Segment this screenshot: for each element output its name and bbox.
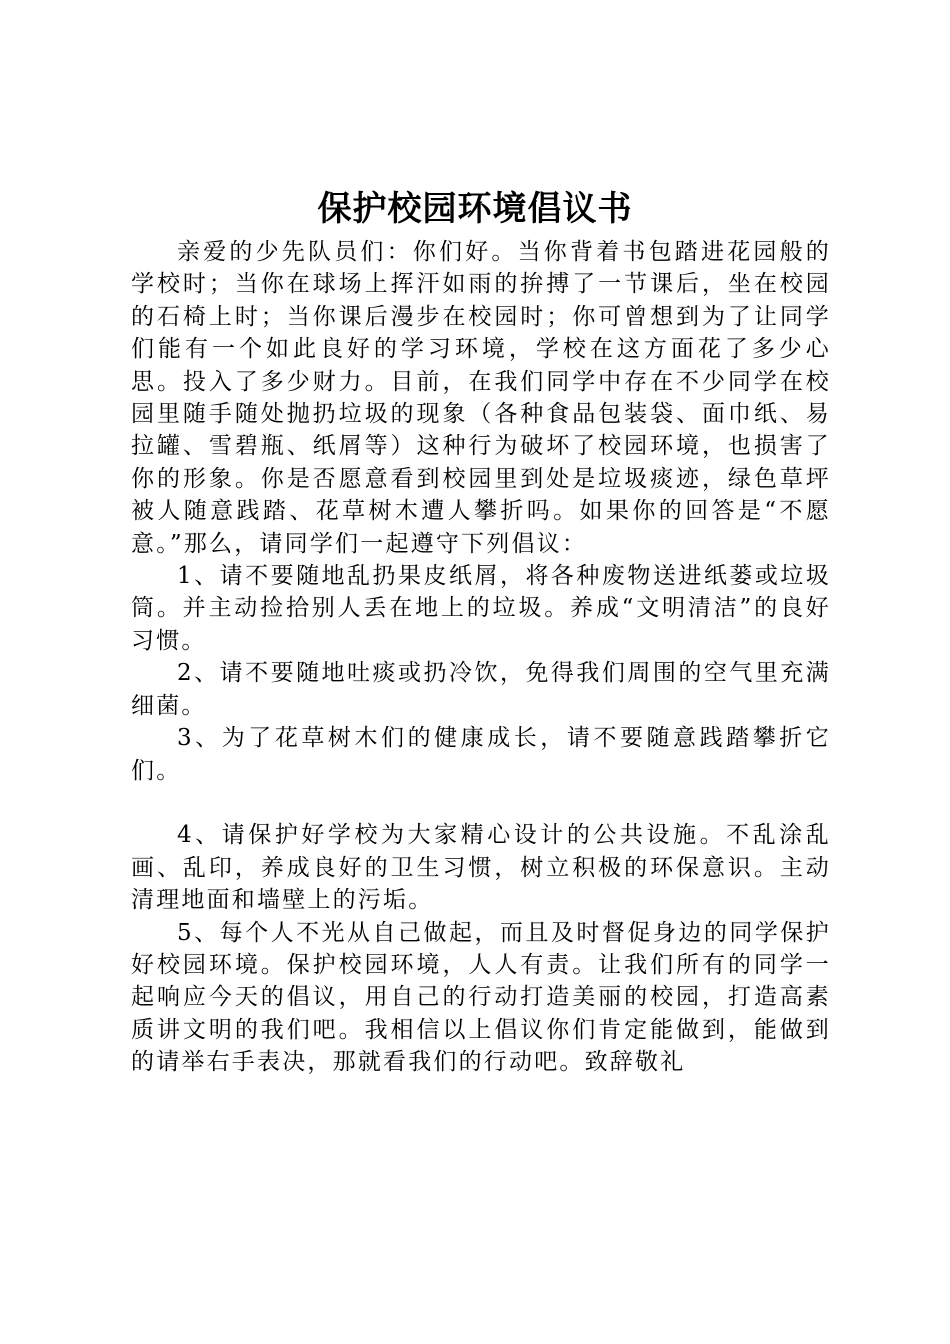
proposal-item-2: 2、请不要随地吐痰或扔冷饮，免得我们周围的空气里充满细菌。 [131,660,831,719]
blank-line [131,787,831,819]
intro-paragraph: 亲爱的少先队员们：你们好。当你背着书包踏进花园般的学校时；当你在球场上挥汗如雨的拚搏了一节课后，坐在校园的石椅上时；当你课后漫步在校园时；你可曾想到为了让同学们能有一个如此良好的学习环境，学校在这方面花了多少心思。投入了多少财力。目前，在我们同学中存在不少同学在校园里随手随处抛扔垃圾的现象（各种食品包装袋、面巾纸、易拉罐、雪碧瓶、纸屑等）这种行为破坏了校园环境，也损害了你的形象。你是否愿意看到校园里到处是垃圾痰迹，绿色草坪被人随意践踏、花草树木遭人攀折吗。如果你的回答是“不愿意。”那么，请同学们一起遵守下列倡议： [131,239,831,557]
proposal-item-5: 5、每个人不光从自己做起，而且及时督促身边的同学保护好校园环境。保护校园环境，人人有责。让我们所有的同学一起响应今天的倡议，用自己的行动打造美丽的校园，打造高素质讲文明的我们吧。我相信以上倡议你们肯定能做到，能做到的请举右手表决，那就看我们的行动吧。致辞敬礼 [131,919,831,1076]
proposal-item-3: 3、为了花草树木们的健康成长，请不要随意践踏攀折它们。 [131,725,831,784]
document-title: 保护校园环境倡议书 [317,189,633,229]
proposal-item-1: 1、请不要随地乱扔果皮纸屑，将各种废物送进纸蒌或垃圾筒。并主动捡拾别人丢在地上的垃圾。养成“文明清洁”的良好习惯。 [131,563,831,654]
proposal-item-4: 4、请保护好学校为大家精心设计的公共设施。不乱涂乱画、乱印，养成良好的卫生习惯，树立积极的环保意识。主动清理地面和墙壁上的污垢。 [131,822,831,914]
document-body [131,236,831,1079]
